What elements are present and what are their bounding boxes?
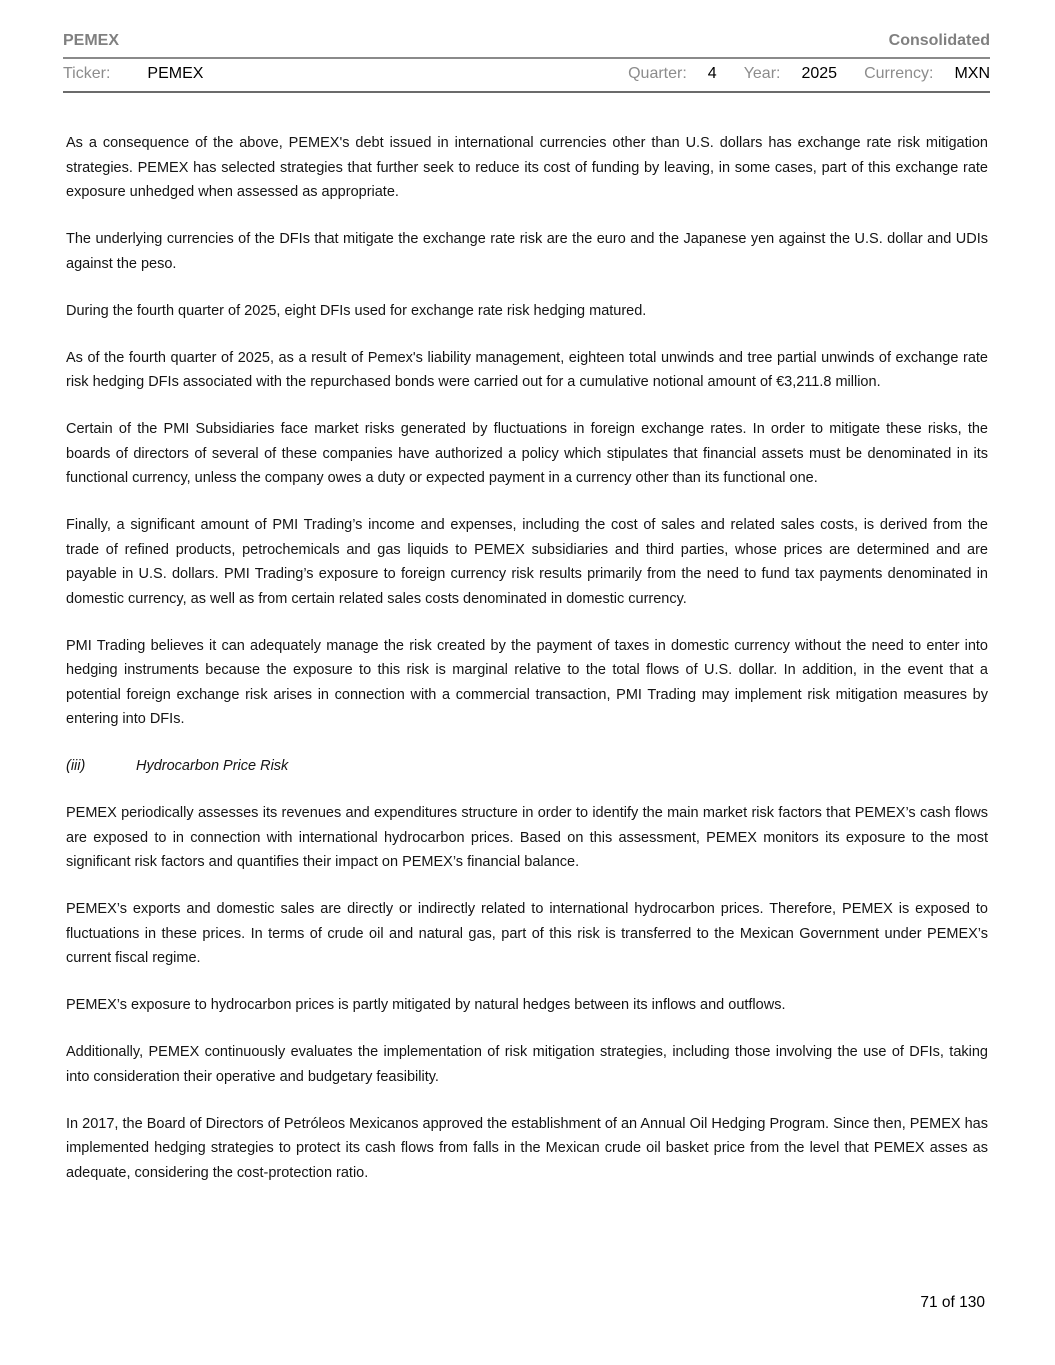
section-heading: [66, 754, 988, 779]
paragraph: The underlying currencies of the DFIs that mitigate the exchange rate risk are the euro and the Japanese yen against the U.S. dollar and UDIs against the peso.: [66, 231, 988, 272]
paragraph: PMI Trading believes it can adequately manage the risk created by the payment of taxes in domestic currency without the need to enter into hedging instruments because the exposure to this risk is marginal relative to the total flows of U.S. dollar. In addition, in the event that a potential foreign exchange risk arises in connection with a commercial transaction, PMI Trading may implement risk mitigation measures by entering into DFIs.: [66, 637, 988, 727]
paragraph: PEMEX’s exports and domestic sales are directly or indirectly related to international hydrocarbon prices. Therefore, PEMEX is exposed to fluctuations in these prices. In terms of crude oil and natural gas, part of this risk is transferred to the Mexican Government under PEMEX’s current fiscal regime.: [66, 901, 988, 966]
header-meta-row: [63, 59, 990, 93]
paragraph: In 2017, the Board of Directors of Petróleos Mexicanos approved the establishment of an Annual Oil Hedging Program. Since then, PEMEX has implemented hedging strategies to protect its cash flows from falls in the Mexican crude oil basket price from the level that PEMEX asses as adequate, considering the cost-protection ratio.: [66, 1115, 988, 1181]
quarter-label: Quarter:: [628, 65, 687, 82]
company-name: PEMEX: [63, 32, 120, 49]
ticker-group: [63, 65, 203, 83]
year-value: 2025: [801, 65, 838, 82]
paragraph: PEMEX periodically assesses its revenues and expenditures structure in order to identify the main market risk factors that PEMEX’s cash flows are exposed to in connection with international hydrocarbon prices. Based on this assessment, PEMEX monitors its exposure to the most significant risk factors and quantifies their impact on PEMEX’s financial balance.: [66, 805, 988, 870]
quarter-value: 4: [707, 65, 717, 82]
page-footer: [920, 1294, 985, 1312]
section-number: (iii): [66, 758, 86, 774]
currency-value: MXN: [954, 65, 990, 82]
ticker-value: PEMEX: [147, 65, 204, 82]
report-header: [63, 32, 990, 93]
paragraph: Finally, a significant amount of PMI Trading’s income and expenses, including the cost of sales and related sales costs, is derived from the trade of refined products, petrochemicals and gas liquids to PEMEX subsidiaries and third parties, whose prices are determined and are payable in U.S. dollars. PMI Trading’s exposure to foreign currency risk results primarily from the need to fund tax payments denominated in domestic currency, as well as from certain related sales costs denominated in domestic currency.: [66, 517, 988, 607]
report-scope: Consolidated: [888, 32, 990, 49]
period-group: [628, 65, 990, 83]
currency-label: Currency:: [864, 65, 934, 82]
paragraph: As of the fourth quarter of 2025, as a result of Pemex's liability management, eighteen total unwinds and tree partial unwinds of exchange rate risk hedging DFIs associated with the repurchased bonds were carried out for a cumulative notional amount of €3,211.8 million.: [66, 349, 988, 390]
ticker-label: Ticker:: [63, 65, 111, 82]
paragraph: During the fourth quarter of 2025, eight DFIs used for exchange rate risk hedging matured.: [66, 302, 647, 319]
page-number: 71 of 130: [920, 1294, 985, 1311]
section-title: Hydrocarbon Price Risk: [136, 758, 289, 774]
paragraph: PEMEX’s exposure to hydrocarbon prices is partly mitigated by natural hedges between its inflows and outflows.: [66, 997, 786, 1013]
header-title-row: [63, 32, 990, 59]
year-label: Year:: [743, 65, 781, 82]
paragraph: Additionally, PEMEX continuously evaluates the implementation of risk mitigation strategies, including those involving the use of DFIs, taking into consideration their operative and budgetary feasibility.: [66, 1044, 988, 1085]
document-body: [66, 131, 988, 1208]
paragraph: As a consequence of the above, PEMEX's debt issued in international currencies other than U.S. dollars has exchange rate risk mitigation strategies. PEMEX has selected strategies that further seek to reduce its cost of funding by leaving, in some cases, part of this exchange rate exposure unhedged when assessed as appropriate.: [66, 135, 988, 200]
paragraph: Certain of the PMI Subsidiaries face market risks generated by fluctuations in foreign exchange rates. In order to mitigate these risks, the boards of directors of several of these companies have authorized a policy which stipulates that financial assets must be denominated in its functional currency, unless the company owes a duty or expected payment in a currency other than its functional one.: [66, 421, 988, 486]
